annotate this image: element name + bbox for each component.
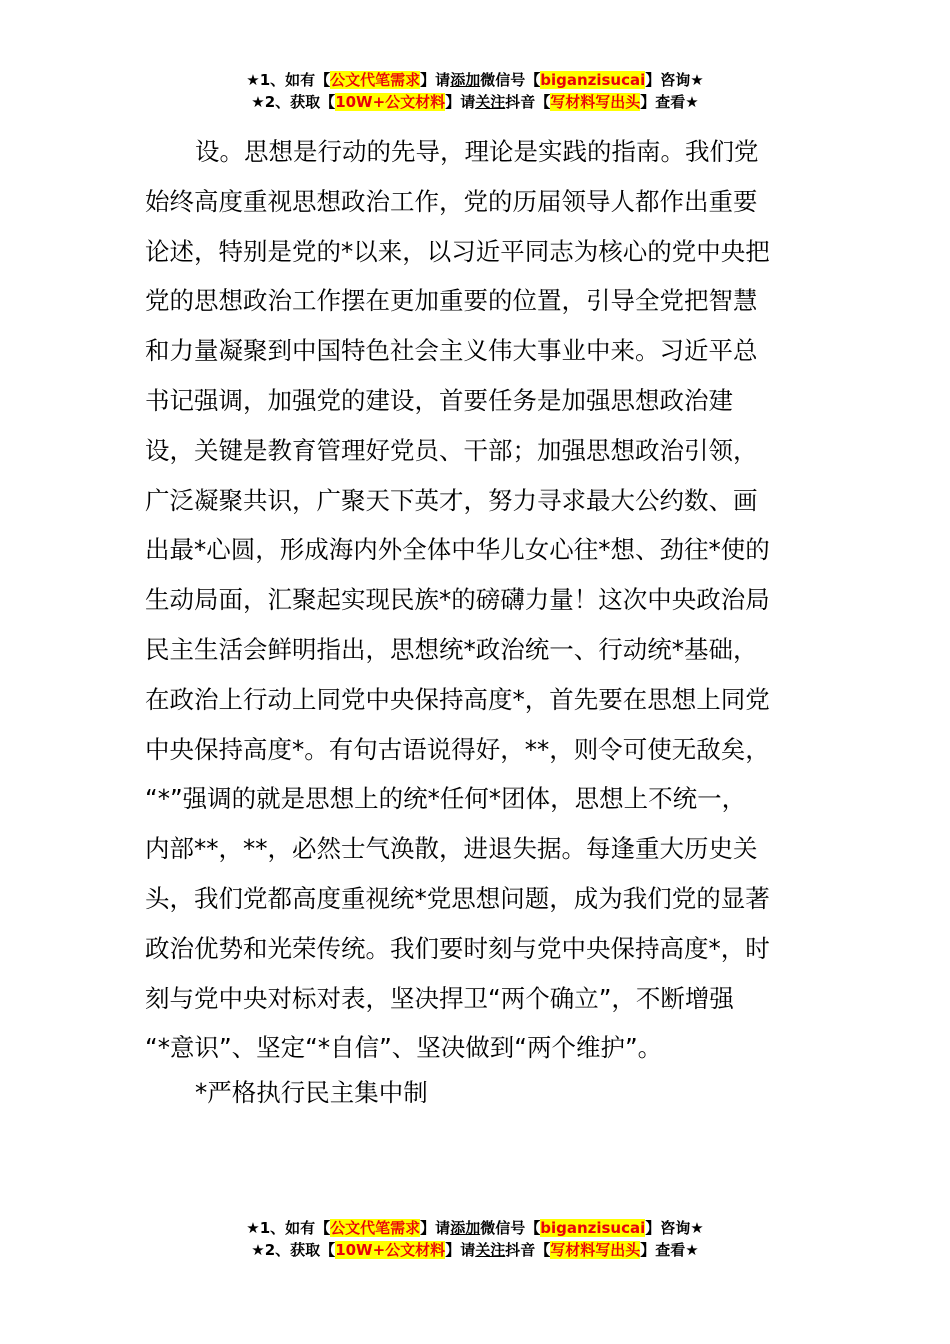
- highlight-text: biganzisucai: [540, 1219, 646, 1237]
- paragraph-line: “*意识”、坚定“*自信”、坚决做到“两个维护”。: [145, 1033, 663, 1063]
- paragraph-line: “*”强调的就是思想上的统*任何*团体，思想上不统一，: [145, 784, 747, 814]
- paragraph-line: 始终高度重视思想政治工作，党的历届领导人都作出重要: [145, 186, 758, 216]
- highlight-text: 10W+公文材料: [335, 93, 446, 111]
- header-banner: [0, 69, 950, 113]
- banner-line-2: ★2、获取【10W+公文材料】请关注抖音【写材料写出头】查看★: [251, 1241, 699, 1259]
- paragraph-line: 广泛凝聚共识，广聚天下英才，努力寻求最大公约数、画: [145, 485, 758, 515]
- highlight-text: 公文代笔需求: [330, 71, 421, 89]
- paragraph-line: 书记强调，加强党的建设，首要任务是加强思想政治建: [145, 385, 733, 415]
- paragraph-line: 头，我们党都高度重视统*党思想问题，成为我们党的显著: [145, 883, 770, 913]
- paragraph-line: 设。思想是行动的先导，理论是实践的指南。我们党: [195, 137, 759, 166]
- body-paragraph: [145, 127, 810, 1073]
- paragraph-line: 民主生活会鲜明指出，思想统*政治统一、行动统*基础，: [145, 634, 758, 664]
- footer-banner: [0, 1217, 950, 1261]
- section-heading: *严格执行民主集中制: [195, 1078, 428, 1107]
- paragraph-line: 和力量凝聚到中国特色社会主义伟大事业中来。习近平总: [145, 336, 758, 366]
- paragraph-line: 出最*心圆，形成海内外全体中华儿女心往*想、劲往*使的: [145, 535, 770, 565]
- paragraph-line: 生动局面，汇聚起实现民族*的磅礴力量！这次中央政治局: [145, 585, 770, 615]
- highlight-text: biganzisucai: [540, 71, 646, 89]
- banner-line-2: ★2、获取【10W+公文材料】请关注抖音【写材料写出头】查看★: [251, 93, 699, 111]
- highlight-text: 公文代笔需求: [330, 1219, 421, 1237]
- paragraph-line: 中央保持高度*。有句古语说得好，**，则令可使无敌矣，: [145, 734, 770, 764]
- paragraph-line: 刻与党中央对标对表，坚决捍卫“两个确立”，不断增强: [145, 983, 734, 1013]
- banner-line-1: ★1、如有【公文代笔需求】请添加微信号【biganzisucai】咨询★: [246, 71, 704, 89]
- highlight-text: 写材料写出头: [550, 1241, 641, 1259]
- banner-line-1: ★1、如有【公文代笔需求】请添加微信号【biganzisucai】咨询★: [246, 1219, 704, 1237]
- paragraph-line: 设，关键是教育管理好党员、干部；加强思想政治引领，: [145, 435, 758, 465]
- paragraph-line: 党的思想政治工作摆在更加重要的位置，引导全党把智慧: [145, 286, 758, 316]
- highlight-text: 10W+公文材料: [335, 1241, 446, 1259]
- highlight-text: 写材料写出头: [550, 93, 641, 111]
- paragraph-line: 内部**，**，必然士气涣散，进退失据。每逢重大历史关: [145, 834, 758, 864]
- paragraph-line: 政治优势和光荣传统。我们要时刻与党中央保持高度*，时: [145, 933, 770, 963]
- paragraph-line: 在政治上行动上同党中央保持高度*，首先要在思想上同党: [145, 684, 770, 714]
- paragraph-line: 论述，特别是党的*以来，以习近平同志为核心的党中央把: [145, 236, 770, 266]
